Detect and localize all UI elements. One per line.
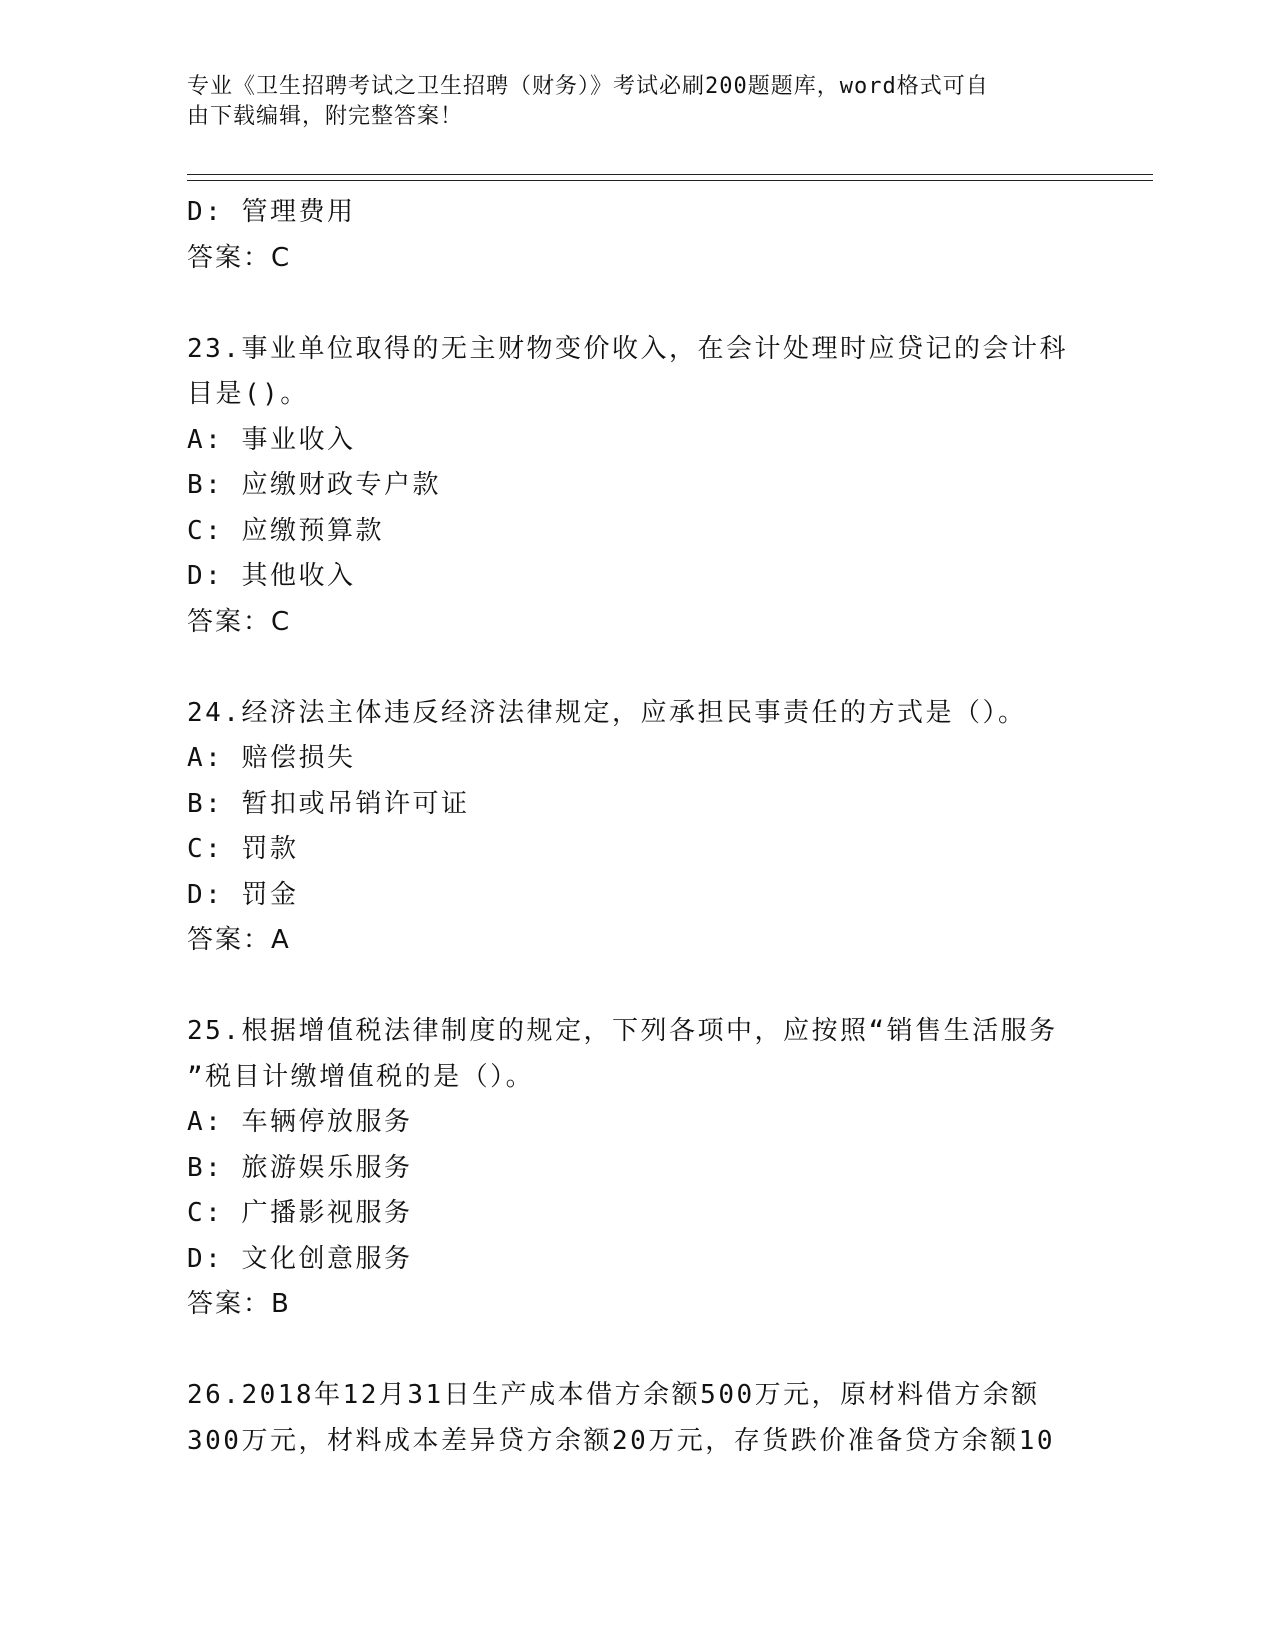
question-text: 25.根据增值税法律制度的规定，下列各项中，应按照“销售生活服务 — [187, 1016, 1058, 1046]
question-25 — [187, 1009, 1087, 1328]
answer-line: 答案：C — [187, 606, 292, 637]
header-line-1: 专业《卫生招聘考试之卫生招聘（财务）》考试必刷200题题库，word格式可自 — [187, 74, 989, 99]
question-text: 26.2018年12月31日生产成本借方余额500万元，原材料借方余额 — [187, 1380, 1040, 1410]
question-text-continued: ”税目计缴增值税的是（）。 — [187, 1061, 535, 1092]
spacer — [187, 645, 1087, 691]
option-a: A: 赔偿损失 — [187, 743, 356, 773]
question-26 — [187, 1373, 1087, 1464]
option-a: A: 车辆停放服务 — [187, 1107, 413, 1137]
answer-line: 答案：C — [187, 242, 292, 273]
option-d: D: 其他收入 — [187, 561, 356, 591]
header-divider-top — [187, 174, 1153, 175]
document-header — [187, 72, 1067, 132]
option-b: B: 旅游娱乐服务 — [187, 1152, 413, 1183]
option-c: C: 广播影视服务 — [187, 1198, 413, 1228]
option-d: D: 管理费用 — [187, 197, 356, 227]
question-text: 23.事业单位取得的无主财物变价收入，在会计处理时应贷记的会计科 — [187, 333, 1068, 364]
option-b: B: 暂扣或吊销许可证 — [187, 788, 470, 819]
option-c: C: 罚款 — [187, 834, 299, 864]
header-line-2: 由下载编辑，附完整答案！ — [187, 104, 464, 129]
question-24 — [187, 691, 1087, 964]
option-d: D: 文化创意服务 — [187, 1243, 413, 1274]
question-23 — [187, 327, 1087, 646]
header-divider-bottom — [187, 180, 1153, 181]
spacer — [187, 964, 1087, 1010]
option-c: C: 应缴预算款 — [187, 515, 384, 546]
option-b: B: 应缴财政专户款 — [187, 470, 441, 500]
question-list — [187, 190, 1087, 1464]
question-text: 24.经济法主体违反经济法律规定，应承担民事责任的方式是（）。 — [187, 697, 1027, 728]
spacer — [187, 1328, 1087, 1374]
option-d: D: 罚金 — [187, 879, 299, 910]
option-a: A: 事业收入 — [187, 424, 356, 455]
answer-line: 答案：B — [187, 1289, 291, 1319]
answer-line: 答案：A — [187, 925, 291, 955]
question-text-continued: 300万元，材料成本差异贷方余额20万元，存货跌价准备贷方余额10 — [187, 1425, 1056, 1456]
question-text-continued: 目是()。 — [187, 379, 309, 409]
spacer — [187, 281, 1087, 327]
